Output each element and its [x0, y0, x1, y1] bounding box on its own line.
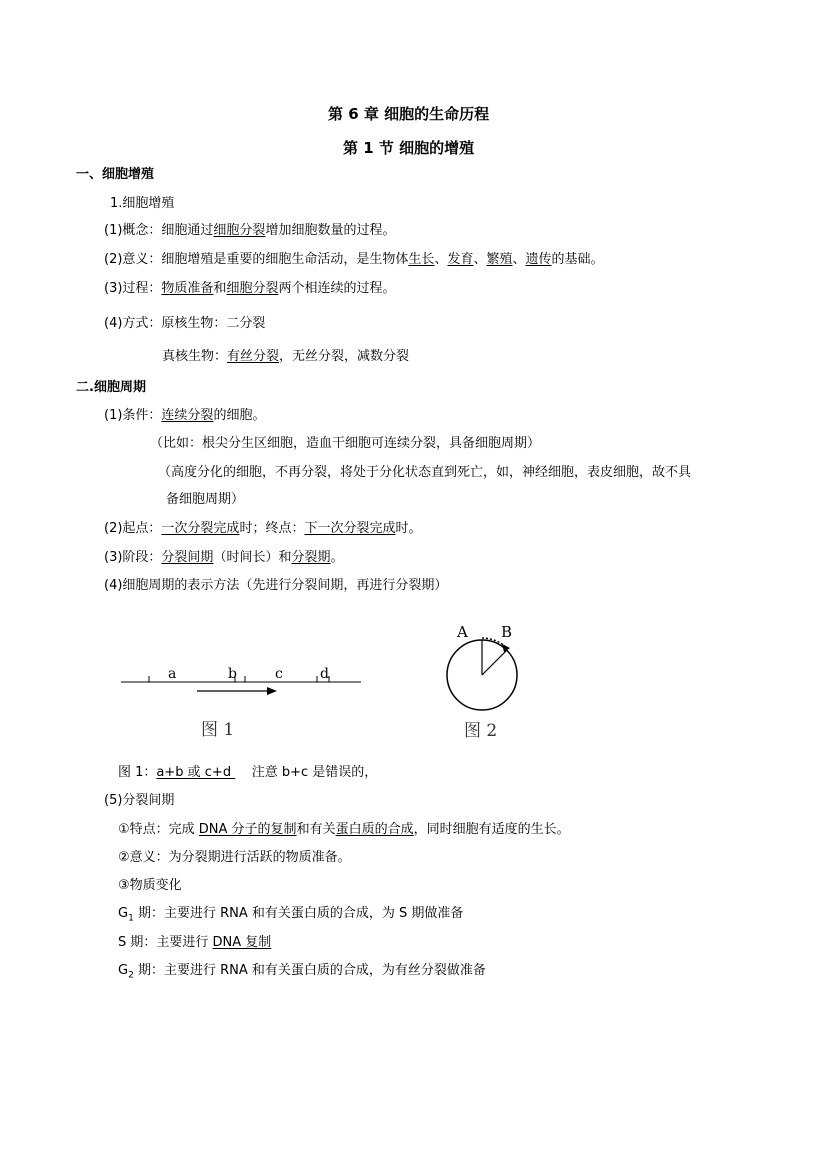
subheading-cell-proliferation: 1.细胞增殖	[110, 196, 175, 211]
concept-line: (1)概念：细胞通过细胞分裂增加细胞数量的过程。	[104, 223, 396, 238]
heading-cell-proliferation: 一、细胞增殖	[76, 167, 155, 182]
fig1-arrowhead	[267, 687, 277, 695]
significance-line: ②意义：为分裂期进行活跃的物质准备。	[118, 850, 351, 865]
eukaryote-line: 真核生物：有丝分裂，无丝分裂，减数分裂	[162, 349, 410, 364]
condition-line: (1)条件：连续分裂的细胞。	[104, 408, 266, 423]
figure-note-line: 图 1：a+b 或 c+d 注意 b+c 是错误的，	[118, 765, 378, 780]
process-line: (3)过程：物质准备和细胞分裂两个相连续的过程。	[104, 281, 396, 296]
g2-phase-line: $G_2$ 期：主要进行 RNA 和有关蛋白质的合成，为有丝分裂做准备	[118, 963, 486, 981]
mode-line: (4)方式：原核生物：二分裂	[104, 316, 266, 331]
figure-2	[440, 620, 530, 745]
stage-line: (3)阶段：分裂间期（时间长）和分裂期。	[104, 550, 344, 565]
fig1-label-c: c	[275, 666, 283, 682]
fig2-label-A: A	[457, 623, 468, 641]
figure-1	[115, 655, 370, 745]
fig1-label-b: b	[228, 666, 237, 682]
fig2-caption: 图 2	[464, 721, 498, 741]
meaning-line: (2)意义：细胞增殖是重要的细胞生命活动，是生物体生长、发育、繁殖、遗传的基础。	[104, 252, 604, 267]
section-title: 第 1 节 细胞的增殖	[343, 139, 475, 157]
fig1-caption: 图 1	[201, 720, 235, 740]
fig1-label-a: a	[168, 666, 177, 682]
feature-line: ①特点：完成 DNA 分子的复制和有关蛋白质的合成，同时细胞有适度的生长。	[118, 822, 570, 837]
example-line-2b: 备细胞周期）	[166, 492, 245, 507]
g1-phase-line: $G_1$ 期：主要进行 RNA 和有关蛋白质的合成，为 S 期做准备	[118, 906, 464, 924]
heading-cell-cycle: 二.细胞周期	[76, 380, 146, 395]
example-line-1: （比如：根尖分生区细胞，造血干细胞可连续分裂，具备细胞周期）	[150, 436, 541, 451]
fig1-label-d: d	[320, 666, 329, 682]
example-line-2a: （高度分化的细胞，不再分裂，将处于分化状态直到死亡，如，神经细胞，表皮细胞，故不具	[158, 465, 692, 480]
fig2-label-B: B	[501, 623, 513, 641]
fig2-radius-b	[482, 650, 507, 675]
interphase-heading: (5)分裂间期	[104, 793, 175, 808]
start-end-line: (2)起点：一次分裂完成时；终点：下一次分裂完成时。	[104, 521, 422, 536]
chapter-title: 第 6 章 细胞的生命历程	[328, 105, 490, 123]
representation-line: (4)细胞周期的表示方法（先进行分裂间期，再进行分裂期）	[104, 578, 448, 593]
material-change-heading: ③物质变化	[118, 878, 182, 893]
s-phase-line: S 期：主要进行 DNA 复制	[118, 935, 272, 950]
